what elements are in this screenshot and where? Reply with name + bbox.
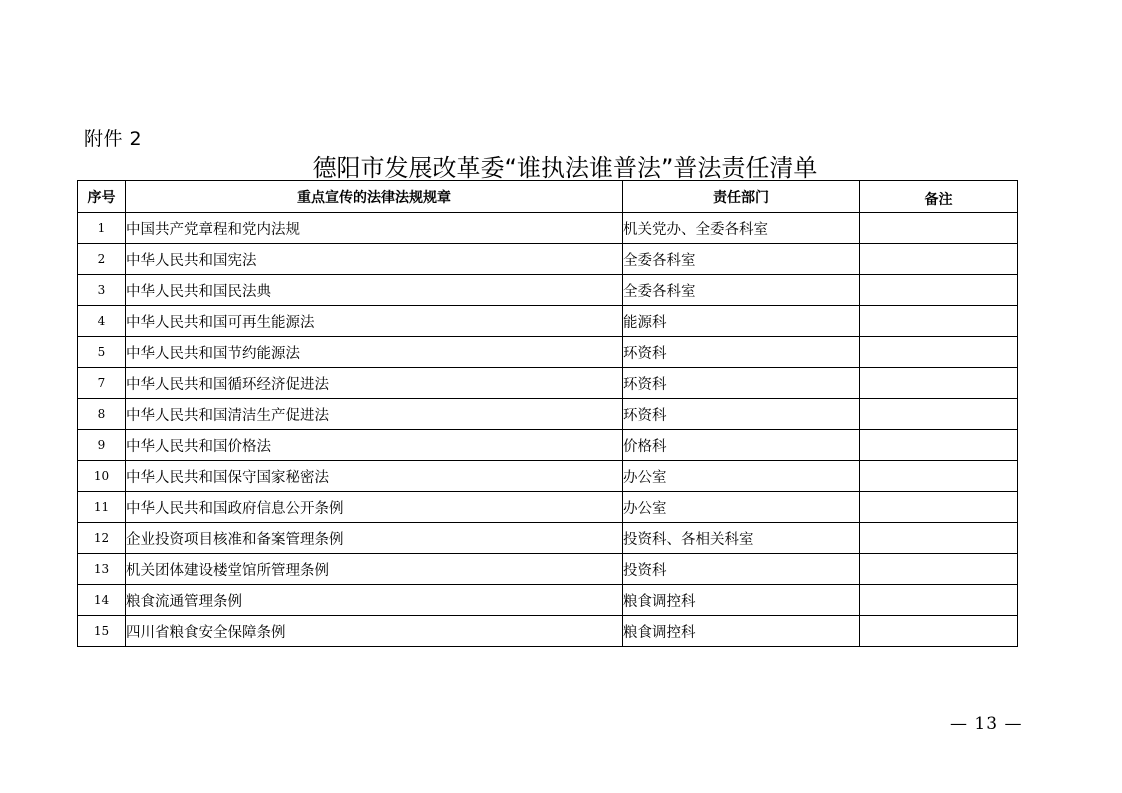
row-serial-number: 8 <box>78 399 126 430</box>
row-department: 办公室 <box>623 461 860 492</box>
header-law: 重点宣传的法律法规规章 <box>126 181 623 213</box>
row-law: 机关团体建设楼堂馆所管理条例 <box>126 554 623 585</box>
row-department: 机关党办、全委各科室 <box>623 213 860 244</box>
table-header-row <box>78 181 1018 213</box>
row-serial-number: 11 <box>78 492 126 523</box>
row-note <box>860 523 1018 554</box>
row-department: 环资科 <box>623 399 860 430</box>
row-department: 粮食调控科 <box>623 585 860 616</box>
table-row <box>78 461 1018 492</box>
row-law: 中华人民共和国宪法 <box>126 244 623 275</box>
table-row <box>78 616 1018 647</box>
row-note <box>860 554 1018 585</box>
row-serial-number: 15 <box>78 616 126 647</box>
table-row <box>78 244 1018 275</box>
table-header <box>78 181 1018 213</box>
row-department: 办公室 <box>623 492 860 523</box>
row-department: 全委各科室 <box>623 244 860 275</box>
row-law: 中华人民共和国保守国家秘密法 <box>126 461 623 492</box>
row-law: 中华人民共和国价格法 <box>126 430 623 461</box>
row-law: 中华人民共和国清洁生产促进法 <box>126 399 623 430</box>
row-serial-number: 12 <box>78 523 126 554</box>
table-body <box>78 213 1018 647</box>
table-row <box>78 337 1018 368</box>
row-department: 价格科 <box>623 430 860 461</box>
row-note <box>860 213 1018 244</box>
table-row <box>78 399 1018 430</box>
row-law: 中华人民共和国民法典 <box>126 275 623 306</box>
row-department: 投资科 <box>623 554 860 585</box>
table-row <box>78 523 1018 554</box>
row-serial-number: 5 <box>78 337 126 368</box>
row-law: 企业投资项目核准和备案管理条例 <box>126 523 623 554</box>
row-serial-number: 14 <box>78 585 126 616</box>
row-note <box>860 616 1018 647</box>
row-note <box>860 337 1018 368</box>
page-number: — 13 — <box>950 714 1023 734</box>
row-serial-number: 1 <box>78 213 126 244</box>
row-serial-number: 13 <box>78 554 126 585</box>
row-law: 中华人民共和国可再生能源法 <box>126 306 623 337</box>
table-row <box>78 554 1018 585</box>
row-note <box>860 399 1018 430</box>
table-row <box>78 368 1018 399</box>
row-department: 全委各科室 <box>623 275 860 306</box>
header-note: 备注 <box>860 181 1018 213</box>
table-row <box>78 275 1018 306</box>
row-law: 中国共产党章程和党内法规 <box>126 213 623 244</box>
row-department: 能源科 <box>623 306 860 337</box>
row-serial-number: 10 <box>78 461 126 492</box>
responsibility-table <box>77 180 1018 647</box>
header-department: 责任部门 <box>623 181 860 213</box>
row-serial-number: 4 <box>78 306 126 337</box>
table-row <box>78 213 1018 244</box>
row-note <box>860 430 1018 461</box>
row-note <box>860 585 1018 616</box>
row-law: 四川省粮食安全保障条例 <box>126 616 623 647</box>
row-serial-number: 9 <box>78 430 126 461</box>
header-serial-number: 序号 <box>78 181 126 213</box>
row-department: 粮食调控科 <box>623 616 860 647</box>
row-law: 粮食流通管理条例 <box>126 585 623 616</box>
row-note <box>860 368 1018 399</box>
table-row <box>78 492 1018 523</box>
row-note <box>860 275 1018 306</box>
row-note <box>860 306 1018 337</box>
row-note <box>860 492 1018 523</box>
table-row <box>78 585 1018 616</box>
table-row <box>78 430 1018 461</box>
row-note <box>860 461 1018 492</box>
row-department: 投资科、各相关科室 <box>623 523 860 554</box>
row-serial-number: 3 <box>78 275 126 306</box>
row-law: 中华人民共和国政府信息公开条例 <box>126 492 623 523</box>
row-law: 中华人民共和国节约能源法 <box>126 337 623 368</box>
row-department: 环资科 <box>623 337 860 368</box>
document-title: 德阳市发展改革委“谁执法谁普法”普法责任清单 <box>312 154 818 182</box>
row-law: 中华人民共和国循环经济促进法 <box>126 368 623 399</box>
attachment-label: 附件 2 <box>84 128 143 150</box>
row-note <box>860 244 1018 275</box>
row-serial-number: 2 <box>78 244 126 275</box>
table-row <box>78 306 1018 337</box>
row-serial-number: 7 <box>78 368 126 399</box>
row-department: 环资科 <box>623 368 860 399</box>
